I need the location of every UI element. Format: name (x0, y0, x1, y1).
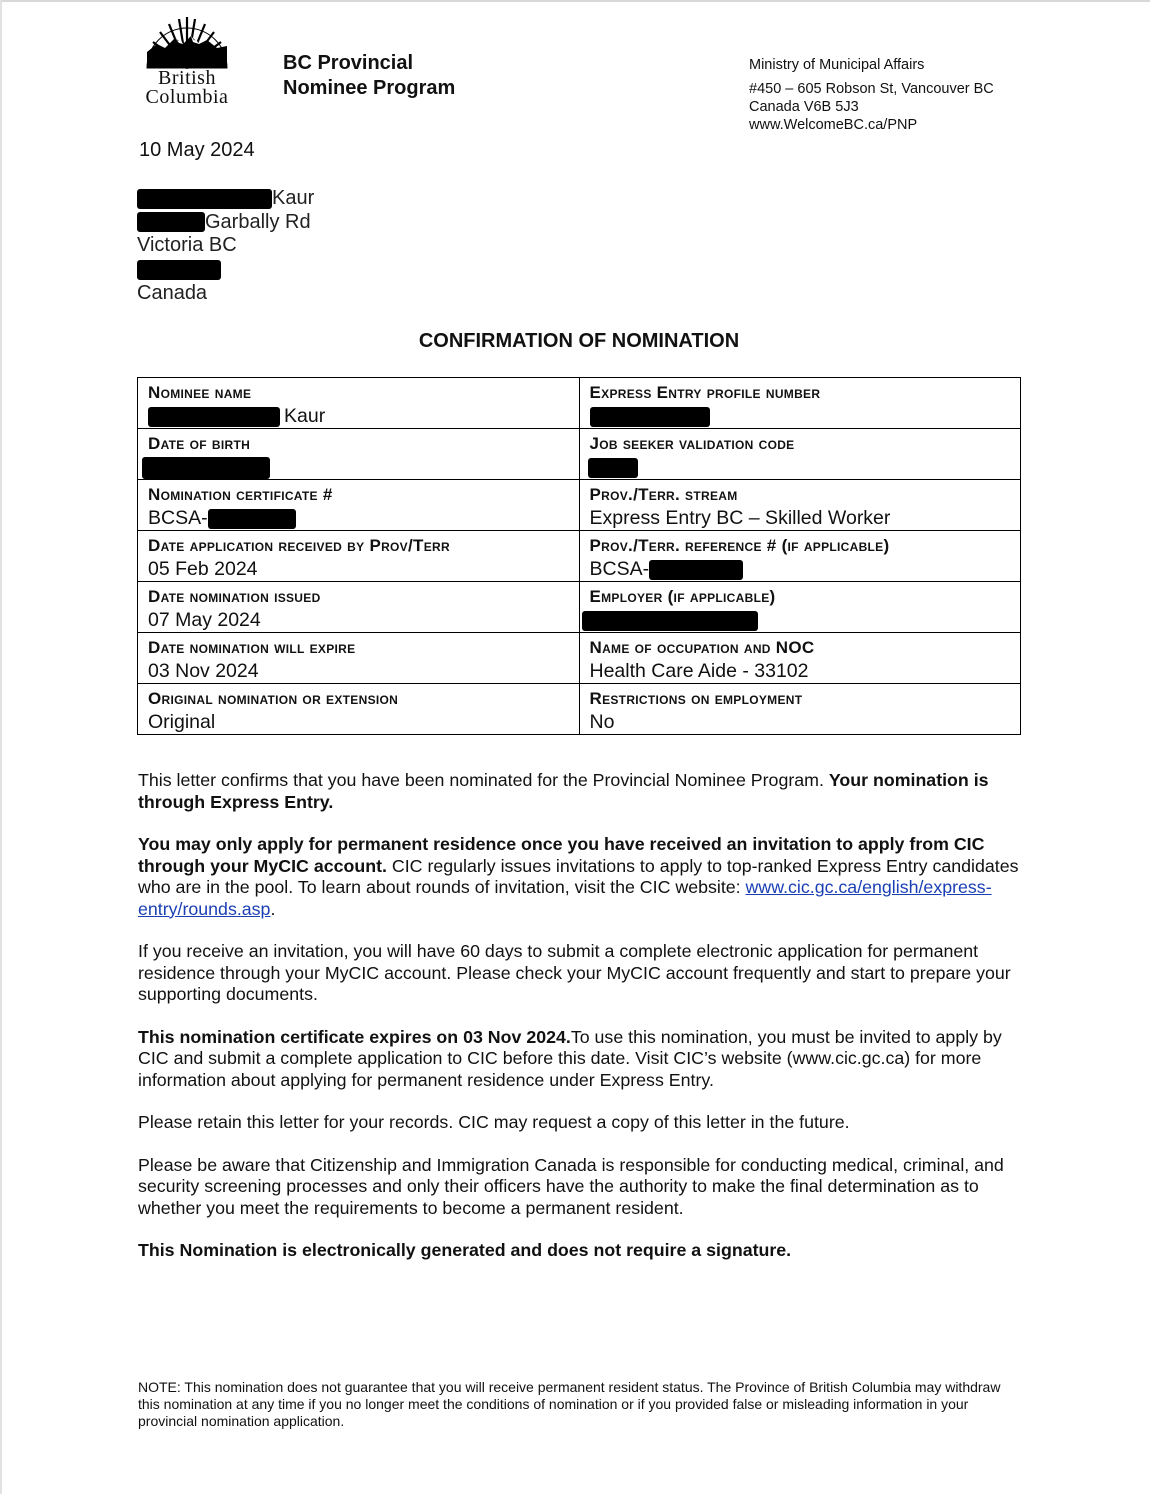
date-received-label: Date application received by Prov/Terr (148, 536, 450, 555)
express-entry-label: Express Entry profile number (589, 383, 821, 402)
nominee-name-label: Nominee name (148, 383, 252, 402)
date-issued-value: 07 May 2024 (148, 609, 261, 631)
date-of-birth-cell (138, 429, 580, 480)
date-expire-cell (138, 633, 580, 684)
redaction-bar (582, 611, 758, 631)
recipient-address (137, 187, 314, 305)
job-seeker-value-line (590, 456, 1011, 479)
nomination-certificate-value-line (148, 507, 569, 530)
document-title: CONFIRMATION OF NOMINATION (418, 330, 740, 352)
body-paragraph-1 (138, 770, 1028, 813)
table-row (138, 633, 1021, 684)
ministry-website: www.WelcomeBC.ca/PNP (749, 117, 918, 133)
body-p2-text: CIC regularly issues invitations to apply to top-ranked Express Entry candidates who are in the pool. To learn about rounds of invitation, visit the CIC website: (138, 855, 1019, 897)
date-issued-cell (138, 582, 580, 633)
body-p4-bold: This nomination certificate expires on 03 Nov 2024. (138, 1026, 571, 1047)
table-row (138, 582, 1021, 633)
nominee-name-value: Kaur (284, 405, 326, 427)
body-paragraph-7 (138, 1240, 1028, 1262)
nomination-certificate-label: Nomination certificate # (148, 485, 333, 504)
table-row (138, 429, 1021, 480)
body-paragraph-4 (138, 1027, 1028, 1092)
logo-text-british: British (158, 67, 216, 89)
date-expire-value: 03 Nov 2024 (148, 660, 259, 682)
page-edge-left (0, 0, 2, 1494)
restrictions-cell (579, 684, 1021, 735)
employer-cell (579, 582, 1021, 633)
job-seeker-label: Job seeker validation code (589, 434, 795, 453)
reference-label: Prov./Terr. reference # (if applicable) (589, 536, 890, 555)
program-line-1: BC Provincial (283, 52, 414, 74)
redaction-bar (137, 260, 221, 280)
original-extension-label: Original nomination or extension (148, 689, 399, 708)
date-received-value: 05 Feb 2024 (148, 558, 258, 580)
ministry-address-2: Canada V6B 5J3 (749, 99, 859, 115)
body-p2-bold: You may only apply for permanent residence once you have received an invitation to apply from CIC through your MyCIC account. (138, 834, 985, 876)
date-expire-label: Date nomination will expire (148, 638, 356, 657)
ministry-name: Ministry of Municipal Affairs (749, 57, 925, 73)
body-p2-end: . (270, 898, 276, 919)
occupation-label: Name of occupation and NOC (589, 638, 815, 657)
rounds-link[interactable]: www.cic.gc.ca/english/express-entry/rounds.asp (138, 877, 992, 919)
body-p7-bold: This Nomination is electronically generated and does not require a signature. (138, 1240, 792, 1260)
ministry-address-1: #450 – 605 Robson St, Vancouver BC (749, 81, 994, 97)
ministry-address-block (749, 56, 994, 134)
employer-value-line (590, 609, 1011, 632)
redaction-bar (137, 212, 205, 232)
reference-cell (579, 531, 1021, 582)
table-row (138, 378, 1021, 429)
redaction-bar (142, 457, 270, 479)
recipient-country: Canada (137, 281, 208, 304)
program-name (283, 51, 455, 101)
nominee-name-value-line (148, 405, 569, 428)
stream-value: Express Entry BC – Skilled Worker (589, 507, 891, 529)
logo-text-columbia: Columbia (145, 86, 229, 108)
body-p4-text: To use this nomination, you must be invited to apply by CIC and submit a complete application to CIC before this date. Visit CIC’s website (www.cic.gc.ca) for more information about applying for permanent residence under Express Entry. (138, 1026, 1002, 1090)
table-row (138, 684, 1021, 735)
body-paragraph-6: Please be aware that Citizenship and Immigration Canada is responsible for conducting medical, criminal, and security screening processes and only their officers have the authority to make the final determination as to whether you meet the requirements to become a permanent resident. (138, 1154, 1004, 1218)
letter-date: 10 May 2024 (139, 139, 255, 161)
stream-cell (579, 480, 1021, 531)
restrictions-label: Restrictions on employment (589, 689, 803, 708)
body-p1-bold: Your nomination is through Express Entry. (138, 770, 989, 812)
reference-value-line (590, 558, 1011, 581)
job-seeker-cell (579, 429, 1021, 480)
nomination-certificate-cell (138, 480, 580, 531)
body-paragraph-2 (138, 834, 1028, 920)
bc-logo (132, 14, 242, 110)
recipient-name-suffix: Kaur (272, 187, 315, 209)
table-row (138, 531, 1021, 582)
body-p1-text: This letter confirms that you have been nominated for the Provincial Nominee Program. (138, 770, 829, 790)
redaction-bar (588, 458, 638, 478)
redaction-bar (137, 189, 272, 209)
page-edge-top (0, 0, 1150, 2)
restrictions-value: No (589, 711, 615, 733)
date-received-cell (138, 531, 580, 582)
redaction-bar (148, 407, 280, 427)
express-entry-value-line (590, 405, 1011, 428)
original-extension-value: Original (148, 711, 216, 733)
employer-label: Employer (if applicable) (589, 587, 776, 606)
recipient-street-suffix: Garbally Rd (205, 210, 311, 233)
recipient-name-line (137, 187, 314, 211)
recipient-street-line (137, 211, 314, 235)
occupation-cell (579, 633, 1021, 684)
redaction-bar (208, 509, 296, 529)
redaction-bar (649, 560, 743, 580)
table-row (138, 480, 1021, 531)
occupation-value: Health Care Aide - 33102 (589, 660, 809, 682)
recipient-postal-line (137, 258, 314, 282)
stream-label: Prov./Terr. stream (589, 485, 738, 504)
original-extension-cell (138, 684, 580, 735)
nomination-details-table (137, 377, 1021, 735)
express-entry-cell (579, 378, 1021, 429)
nominee-name-cell (138, 378, 580, 429)
body-paragraph-5: Please retain this letter for your records. CIC may request a copy of this letter in the future. (138, 1112, 850, 1132)
date-of-birth-label: Date of birth (148, 434, 251, 453)
letter-body (138, 770, 1028, 1283)
date-of-birth-value-line (148, 456, 569, 479)
nomination-certificate-value: BCSA- (148, 507, 208, 529)
program-line-2: Nominee Program (283, 77, 456, 99)
body-paragraph-3: If you receive an invitation, you will have 60 days to submit a complete electronic application for permanent residence through your MyCIC account. Please check your MyCIC account frequently and start to prepare your supporting documents. (138, 941, 1011, 1004)
bc-sun-mountains-logo-icon (145, 14, 229, 70)
redaction-bar (590, 407, 710, 427)
footer-note: NOTE: This nomination does not guarantee that you will receive permanent resident status. The Province of British Columbia may withdraw this nomination at any time if you no longer meet the conditions of nomination or if you provided false or misleading information in your provincial nomination application. (138, 1379, 1001, 1429)
recipient-city: Victoria BC (137, 234, 237, 257)
date-issued-label: Date nomination issued (148, 587, 321, 606)
reference-value: BCSA- (589, 558, 650, 580)
